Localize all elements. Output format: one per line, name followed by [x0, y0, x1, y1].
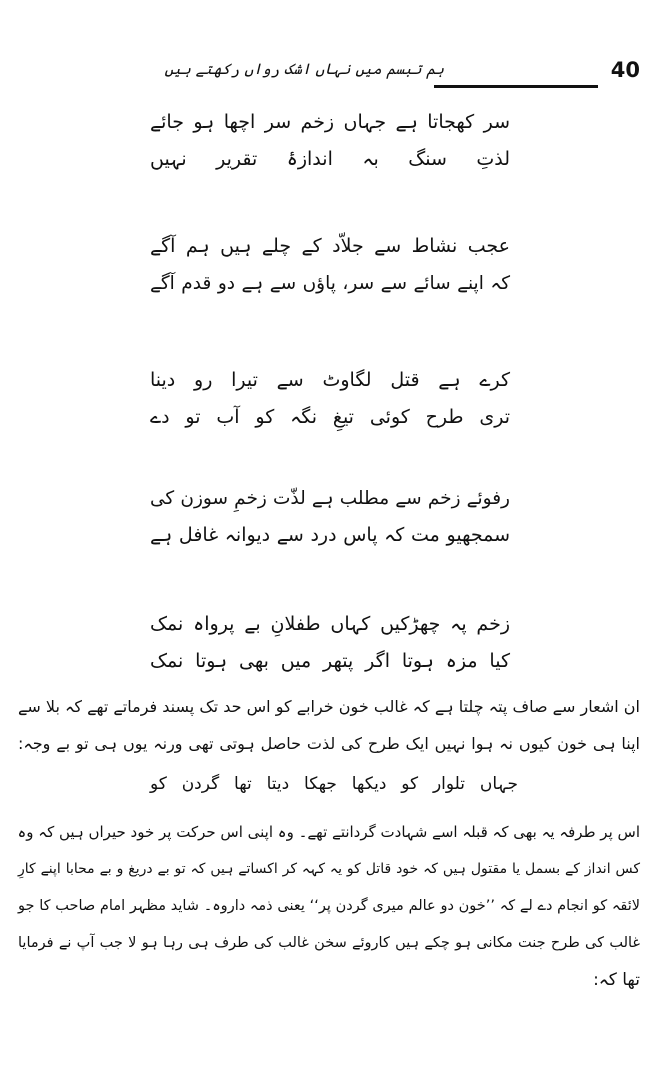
page-header — [20, 56, 644, 96]
verse-line: کہ اپنے سائے سے سر، پاؤں سے ہے دو قدم آگے — [150, 273, 510, 294]
paragraph — [18, 688, 640, 762]
paragraph-line: لائقہ کو انجام دے لے کہ ’’خون دو عالم میری گردن پر‘‘ یعنی ذمہ داروہ۔ شاید مظہر امام صاحب کا جو — [18, 898, 640, 914]
page-number: 40 — [610, 58, 640, 82]
paragraph-line: کس انداز کے بسمل یا مقتول ہیں کہ خود قاتل کو یہ کہہ کر اکساتے ہیں کہ تو بے دریغ و بے محابا اپنے کارِ — [18, 861, 640, 877]
paragraph-line: اس پر طرفہ یہ بھی کہ قبلہ اسے شہادت گردانتے تھے۔ وہ اپنی اس حرکت پر خود حیراں ہیں کہ وہ — [17, 823, 640, 841]
header-rule — [434, 85, 598, 88]
paragraph-line: اپنا ہی خون کیوں نہ ہوا نہیں ایک طرح کی لذت حاصل ہوتی تھی ورنہ یوں ہی تو بے وجہ: — [18, 734, 640, 753]
verse-line: عجب نشاط سے جلاّد کے چلے ہیں ہم آگے — [150, 235, 510, 257]
verse-line: رفوئے زخم سے مطلب ہے لذّت زخمِ سوزن کی — [150, 488, 510, 509]
verse-line: کرے ہے قتل لگاوٹ سے تیرا رو دینا — [150, 369, 510, 391]
paragraph-line: غالب کی طرح جنت مکانی ہو چکے ہیں کاروئے سخن غالب کی طرف ہی رہا ہو لا جب آپ نے فرمایا — [18, 935, 640, 951]
verse-line: لذتِ سنگ بہ اندازۂ تقریر نہیں — [150, 148, 510, 170]
couplet — [150, 104, 510, 178]
verse-line: سر کھجاتا ہے جہاں زخم سر اچھا ہو جائے — [150, 111, 510, 133]
couplet — [150, 606, 510, 680]
verse-line: کیا مزہ ہوتا اگر پتھر میں بھی ہوتا نمک — [150, 650, 510, 672]
verse-line: زخم پہ چھڑکیں کہاں طفلانِ بے پرواہ نمک — [150, 613, 510, 635]
quoted-verse: جہاں تلوار کو دیکھا جھکا دیتا تھا گردن کو — [150, 774, 518, 794]
paragraph-line: ان اشعار سے صاف پتہ چلتا ہے کہ غالب خون خرابے کو اس حد تک پسند فرماتے تھے کہ بلا سے — [18, 697, 640, 716]
verse-line: سمجھیو مت کہ پاس درد سے دیوانہ غافل ہے — [150, 524, 510, 546]
paragraph-line: تھا کہ: — [593, 970, 640, 990]
running-title: ہم تبسم میں نہاں اشک رواں رکھتے ہیں — [164, 60, 444, 78]
verse-line: تری طرح کوئی تیغِ نگہ کو آب تو دے — [150, 406, 510, 428]
couplet — [150, 362, 510, 436]
paragraph — [18, 814, 640, 999]
couplet — [150, 480, 510, 554]
couplet — [150, 228, 510, 302]
